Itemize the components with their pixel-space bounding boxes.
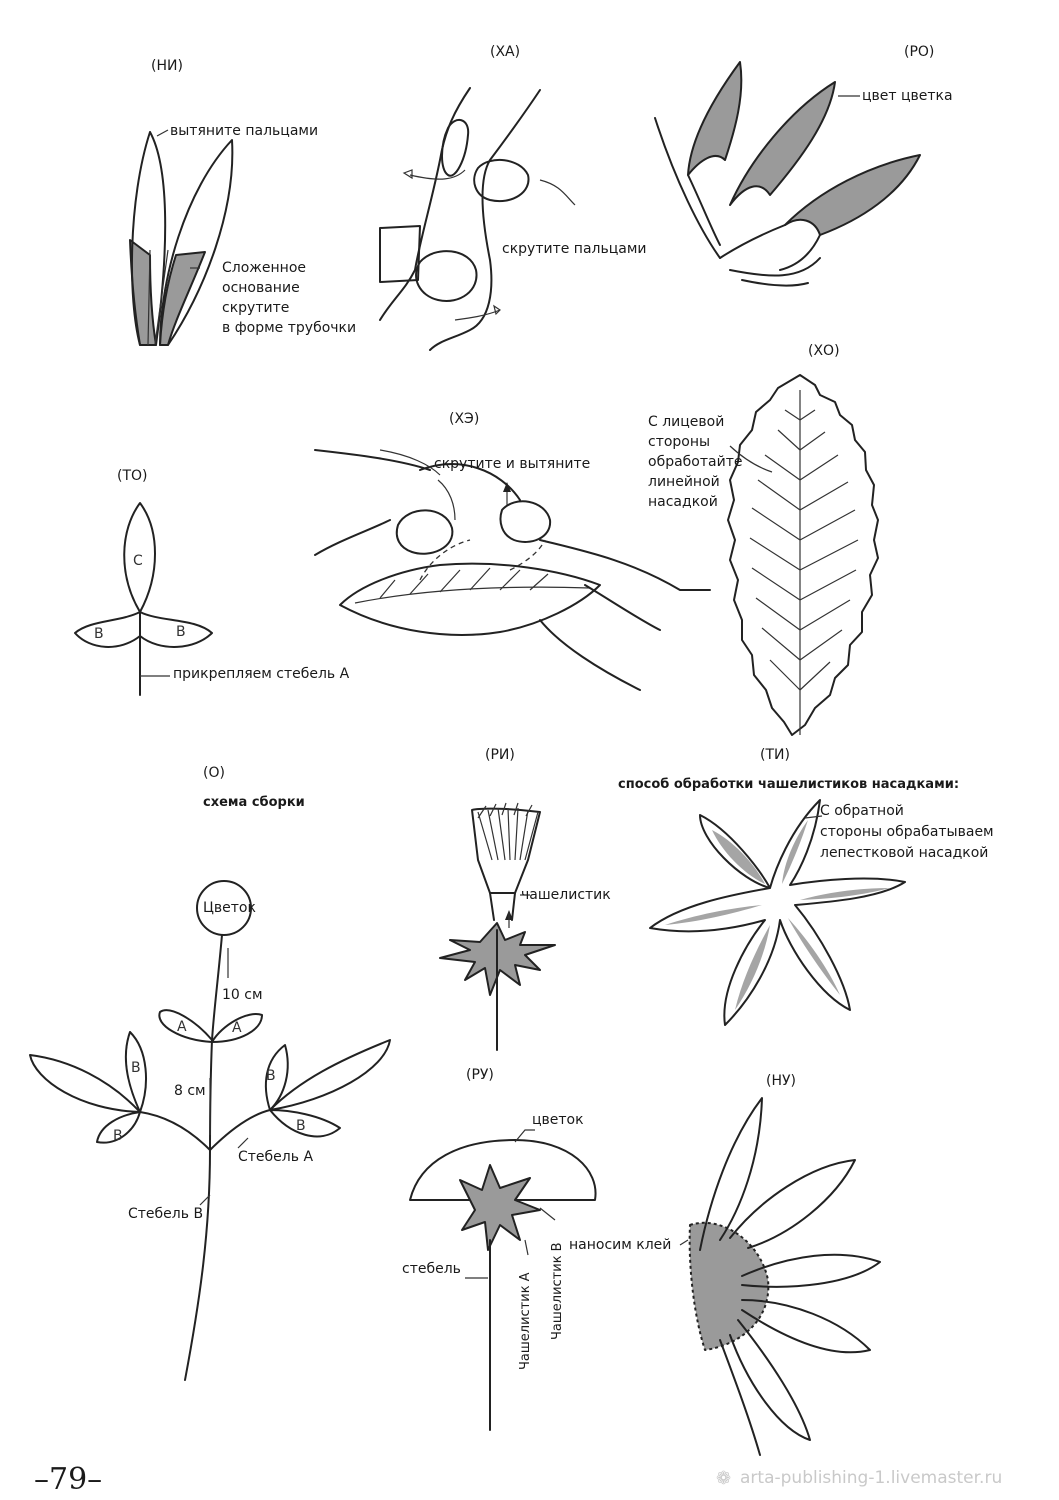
figure-o-leaf-b-4: B (296, 1118, 306, 1134)
figure-o-stem-b: Стебель В (128, 1206, 204, 1222)
figure-kho-front-line-1: С лицевой (648, 414, 725, 430)
figure-ro-color-label: цвет цветка (862, 88, 953, 104)
figure-ro-code: (РО) (904, 44, 935, 60)
figure-o-code: (О) (203, 765, 225, 781)
figure-ni-petals (130, 130, 232, 345)
figure-ru-flower (410, 1130, 596, 1430)
figure-kha-twist-label: скрутите пальцами (502, 241, 647, 257)
figure-ru-sepal-a: Чашелистик А (518, 1272, 533, 1370)
figure-to-leaf-b-left: B (94, 626, 104, 642)
figure-kho-front-line-3: обработайте (648, 454, 743, 470)
figure-nu-glue-label: наносим клей (569, 1237, 672, 1253)
figure-o-leaf-a-left: A (177, 1019, 187, 1035)
figure-ni-pull-label: вытяните пальцами (170, 123, 319, 139)
figure-o-title: схема сборки (203, 795, 305, 810)
figure-ru-code: (РУ) (466, 1067, 494, 1083)
figure-o-assembly (30, 881, 390, 1380)
figure-kho-front-line-5: насадкой (648, 494, 718, 510)
figure-kha-hand (380, 88, 575, 350)
figure-ti-back-line-3: лепестковой насадкой (820, 845, 989, 861)
figure-ri-sepal-label: чашелистик (521, 887, 611, 903)
figure-khe-twist-pull-label: скрутите и вытяните (434, 456, 591, 472)
figure-ni-base-line-1: Сложенное (222, 260, 306, 276)
figure-to-leaf-b-right: B (176, 624, 186, 640)
figure-ru-flower-label: цветок (532, 1112, 584, 1128)
figure-o-leaf-b-3: B (266, 1068, 276, 1084)
figure-o-stem-a: Стебель А (238, 1149, 314, 1165)
figure-to-attach-label: прикрепляем стебель А (173, 666, 350, 682)
figure-o-flower-label: Цветок (203, 900, 256, 916)
figure-ni-code: (НИ) (151, 58, 183, 74)
watermark-icon: ❁ (716, 1468, 732, 1489)
figure-kha-code: (ХА) (490, 44, 521, 60)
figure-o-leaf-a-right: A (232, 1020, 242, 1036)
figure-nu-code: (НУ) (766, 1073, 796, 1089)
figure-ti-code: (ТИ) (760, 747, 790, 763)
figure-to-leaf-c: C (133, 553, 143, 569)
watermark: arta-publishing-1.livemaster.ru (740, 1468, 1003, 1488)
figure-kho-front-line-4: линейной (648, 474, 720, 490)
page-number: –79– (34, 1462, 103, 1497)
figure-ti-title: способ обработки чашелистиков насадками: (618, 777, 960, 792)
figure-ru-sepal-b: Чашелистик В (550, 1242, 565, 1340)
figure-nu-petals (680, 1098, 880, 1455)
figure-kho-code: (ХО) (808, 343, 840, 359)
figure-ri-code: (РИ) (485, 747, 515, 763)
figure-ni-base-line-4: в форме трубочки (222, 320, 357, 336)
figure-khe-code: (ХЭ) (449, 411, 480, 427)
figure-o-leaf-b-1: B (131, 1060, 141, 1076)
figure-o-len-10: 10 см (222, 987, 263, 1003)
figure-kho-leaf (728, 375, 878, 735)
figure-to-code: (ТО) (117, 468, 148, 484)
figure-ri-sepal (440, 803, 555, 1050)
figure-o-len-8: 8 см (174, 1083, 206, 1099)
figure-ti-back-line-1: С обратной (820, 803, 904, 819)
figure-ru-stem-label: стебель (402, 1261, 461, 1277)
figure-ni-base-line-2: основание (222, 280, 300, 296)
figure-ni-base-line-3: скрутите (222, 300, 290, 316)
figure-o-leaf-b-2: B (113, 1128, 123, 1144)
figure-kho-front-line-2: стороны (648, 434, 711, 450)
figure-ti-back-line-2: стороны обрабатываем (820, 824, 994, 840)
